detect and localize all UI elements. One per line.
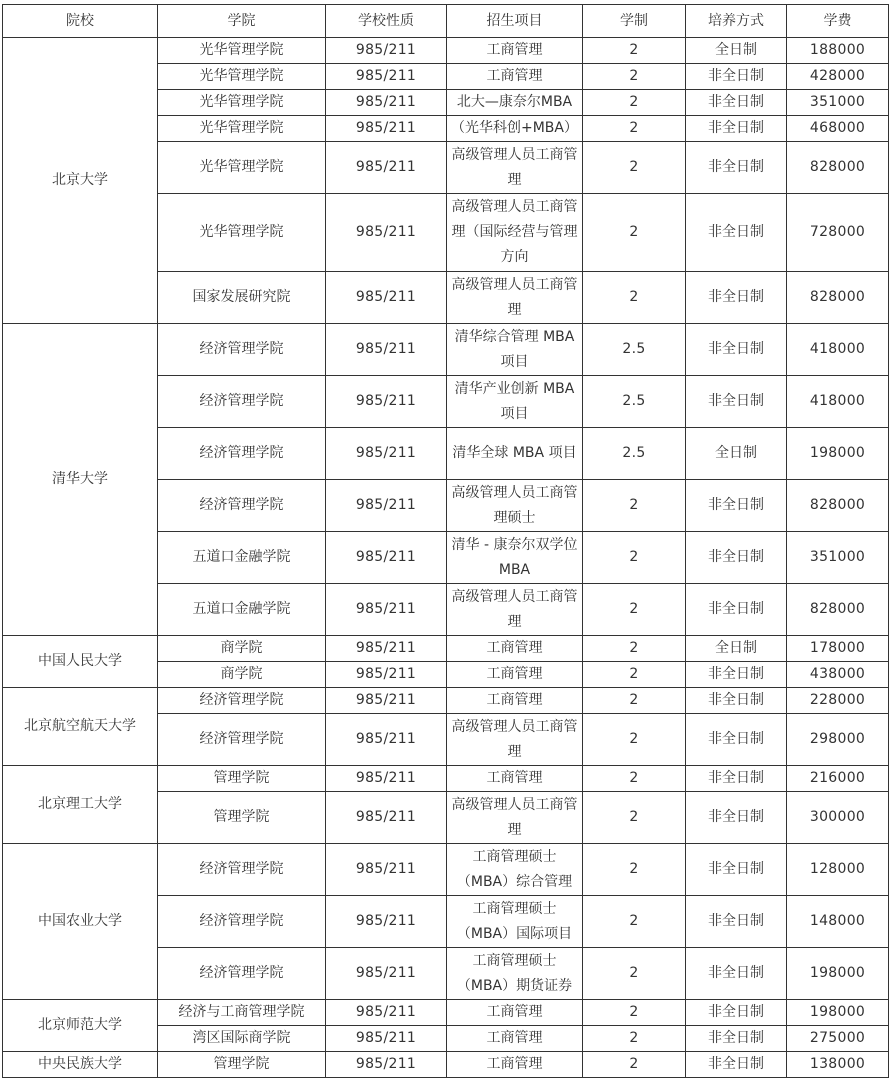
nature-cell: 985/211	[326, 844, 447, 896]
school-cell: 北京大学	[3, 38, 158, 324]
nature-cell: 985/211	[326, 480, 447, 532]
program-cell: 工商管理	[447, 766, 583, 792]
nature-cell: 985/211	[326, 584, 447, 636]
years-cell: 2.5	[583, 376, 686, 428]
program-cell: 工商管理	[447, 38, 583, 64]
school-cell: 北京航空航天大学	[3, 688, 158, 766]
program-cell: 高级管理人员工商管理	[447, 272, 583, 324]
years-cell: 2	[583, 194, 686, 272]
header-school: 院校	[3, 5, 158, 38]
mode-cell: 非全日制	[686, 1052, 787, 1078]
years-cell: 2	[583, 792, 686, 844]
fee-cell: 228000	[787, 688, 889, 714]
fee-cell: 275000	[787, 1026, 889, 1052]
years-cell: 2	[583, 662, 686, 688]
program-cell: 高级管理人员工商管理	[447, 142, 583, 194]
program-cell: 工商管理	[447, 688, 583, 714]
mode-cell: 非全日制	[686, 142, 787, 194]
years-cell: 2.5	[583, 428, 686, 480]
nature-cell: 985/211	[326, 324, 447, 376]
years-cell: 2	[583, 38, 686, 64]
program-cell: 工商管理	[447, 1026, 583, 1052]
school-cell: 中国农业大学	[3, 844, 158, 1000]
fee-cell: 198000	[787, 1000, 889, 1026]
years-cell: 2	[583, 90, 686, 116]
years-cell: 2	[583, 142, 686, 194]
college-cell: 经济管理学院	[158, 688, 326, 714]
college-cell: 商学院	[158, 636, 326, 662]
nature-cell: 985/211	[326, 116, 447, 142]
program-cell: 北大—康奈尔MBA	[447, 90, 583, 116]
nature-cell: 985/211	[326, 428, 447, 480]
years-cell: 2	[583, 480, 686, 532]
mode-cell: 非全日制	[686, 714, 787, 766]
college-cell: 管理学院	[158, 1052, 326, 1078]
fee-cell: 148000	[787, 896, 889, 948]
mode-cell: 非全日制	[686, 584, 787, 636]
program-cell: 清华综合管理 MBA 项目	[447, 324, 583, 376]
years-cell: 2	[583, 272, 686, 324]
college-cell: 光华管理学院	[158, 194, 326, 272]
mode-cell: 非全日制	[686, 90, 787, 116]
years-cell: 2	[583, 532, 686, 584]
program-cell: 工商管理	[447, 1052, 583, 1078]
college-cell: 经济管理学院	[158, 428, 326, 480]
fee-cell: 828000	[787, 272, 889, 324]
years-cell: 2	[583, 948, 686, 1000]
fee-cell: 178000	[787, 636, 889, 662]
nature-cell: 985/211	[326, 792, 447, 844]
program-cell: （光华科创+MBA）	[447, 116, 583, 142]
header-college: 学院	[158, 5, 326, 38]
fee-cell: 298000	[787, 714, 889, 766]
college-cell: 商学院	[158, 662, 326, 688]
college-cell: 光华管理学院	[158, 64, 326, 90]
years-cell: 2	[583, 688, 686, 714]
table-row	[3, 38, 889, 64]
fee-cell: 188000	[787, 38, 889, 64]
mode-cell: 非全日制	[686, 844, 787, 896]
fee-cell: 198000	[787, 428, 889, 480]
college-cell: 管理学院	[158, 766, 326, 792]
nature-cell: 985/211	[326, 636, 447, 662]
years-cell: 2	[583, 714, 686, 766]
nature-cell: 985/211	[326, 662, 447, 688]
nature-cell: 985/211	[326, 64, 447, 90]
fee-cell: 351000	[787, 90, 889, 116]
years-cell: 2	[583, 1000, 686, 1026]
school-cell: 北京师范大学	[3, 1000, 158, 1052]
nature-cell: 985/211	[326, 1026, 447, 1052]
fee-cell: 468000	[787, 116, 889, 142]
mode-cell: 非全日制	[686, 64, 787, 90]
years-cell: 2	[583, 1052, 686, 1078]
school-cell: 中国人民大学	[3, 636, 158, 688]
fee-cell: 828000	[787, 480, 889, 532]
program-cell: 清华产业创新 MBA 项目	[447, 376, 583, 428]
mode-cell: 非全日制	[686, 376, 787, 428]
mode-cell: 非全日制	[686, 480, 787, 532]
years-cell: 2	[583, 64, 686, 90]
program-cell: 工商管理	[447, 64, 583, 90]
header-years: 学制	[583, 5, 686, 38]
school-cell: 清华大学	[3, 324, 158, 636]
fee-cell: 300000	[787, 792, 889, 844]
fee-cell: 216000	[787, 766, 889, 792]
nature-cell: 985/211	[326, 142, 447, 194]
college-cell: 经济与工商管理学院	[158, 1000, 326, 1026]
header-fee: 学费	[787, 5, 889, 38]
fee-cell: 828000	[787, 142, 889, 194]
years-cell: 2	[583, 116, 686, 142]
program-cell: 工商管理硕士（MBA）国际项目	[447, 896, 583, 948]
college-cell: 光华管理学院	[158, 142, 326, 194]
nature-cell: 985/211	[326, 1052, 447, 1078]
fee-cell: 428000	[787, 64, 889, 90]
table-row	[3, 324, 889, 376]
header-program: 招生项目	[447, 5, 583, 38]
fee-cell: 828000	[787, 584, 889, 636]
tuition-table	[2, 4, 889, 1078]
nature-cell: 985/211	[326, 948, 447, 1000]
program-cell: 清华全球 MBA 项目	[447, 428, 583, 480]
program-cell: 工商管理	[447, 636, 583, 662]
years-cell: 2	[583, 1026, 686, 1052]
college-cell: 光华管理学院	[158, 116, 326, 142]
fee-cell: 728000	[787, 194, 889, 272]
fee-cell: 138000	[787, 1052, 889, 1078]
program-cell: 高级管理人员工商管理硕士	[447, 480, 583, 532]
mode-cell: 非全日制	[686, 688, 787, 714]
years-cell: 2	[583, 636, 686, 662]
nature-cell: 985/211	[326, 272, 447, 324]
mode-cell: 非全日制	[686, 896, 787, 948]
nature-cell: 985/211	[326, 1000, 447, 1026]
college-cell: 经济管理学院	[158, 844, 326, 896]
fee-cell: 198000	[787, 948, 889, 1000]
mode-cell: 非全日制	[686, 324, 787, 376]
table-row	[3, 1052, 889, 1078]
school-cell: 中央民族大学	[3, 1052, 158, 1078]
mode-cell: 非全日制	[686, 792, 787, 844]
program-cell: 高级管理人员工商管理	[447, 792, 583, 844]
school-cell: 北京理工大学	[3, 766, 158, 844]
college-cell: 管理学院	[158, 792, 326, 844]
table-row	[3, 688, 889, 714]
college-cell: 五道口金融学院	[158, 584, 326, 636]
years-cell: 2	[583, 584, 686, 636]
college-cell: 五道口金融学院	[158, 532, 326, 584]
mode-cell: 全日制	[686, 428, 787, 480]
program-cell: 高级管理人员工商管理（国际经营与管理方向	[447, 194, 583, 272]
nature-cell: 985/211	[326, 714, 447, 766]
college-cell: 经济管理学院	[158, 896, 326, 948]
mode-cell: 非全日制	[686, 272, 787, 324]
college-cell: 经济管理学院	[158, 376, 326, 428]
table-row	[3, 636, 889, 662]
years-cell: 2	[583, 844, 686, 896]
header-nature: 学校性质	[326, 5, 447, 38]
nature-cell: 985/211	[326, 688, 447, 714]
table-row	[3, 1000, 889, 1026]
nature-cell: 985/211	[326, 38, 447, 64]
mode-cell: 非全日制	[686, 948, 787, 1000]
nature-cell: 985/211	[326, 532, 447, 584]
program-cell: 清华 - 康奈尔双学位 MBA	[447, 532, 583, 584]
table-row	[3, 766, 889, 792]
college-cell: 光华管理学院	[158, 38, 326, 64]
fee-cell: 418000	[787, 376, 889, 428]
college-cell: 经济管理学院	[158, 714, 326, 766]
mode-cell: 非全日制	[686, 1000, 787, 1026]
fee-cell: 438000	[787, 662, 889, 688]
program-cell: 高级管理人员工商管理	[447, 584, 583, 636]
years-cell: 2.5	[583, 324, 686, 376]
college-cell: 经济管理学院	[158, 324, 326, 376]
mode-cell: 全日制	[686, 38, 787, 64]
program-cell: 工商管理	[447, 662, 583, 688]
nature-cell: 985/211	[326, 766, 447, 792]
college-cell: 光华管理学院	[158, 90, 326, 116]
college-cell: 经济管理学院	[158, 480, 326, 532]
college-cell: 国家发展研究院	[158, 272, 326, 324]
years-cell: 2	[583, 896, 686, 948]
college-cell: 湾区国际商学院	[158, 1026, 326, 1052]
nature-cell: 985/211	[326, 376, 447, 428]
program-cell: 高级管理人员工商管理	[447, 714, 583, 766]
table-body	[3, 38, 889, 1078]
program-cell: 工商管理	[447, 1000, 583, 1026]
program-cell: 工商管理硕士（MBA）期货证券	[447, 948, 583, 1000]
fee-cell: 128000	[787, 844, 889, 896]
mode-cell: 非全日制	[686, 532, 787, 584]
mode-cell: 全日制	[686, 636, 787, 662]
nature-cell: 985/211	[326, 896, 447, 948]
header-mode: 培养方式	[686, 5, 787, 38]
college-cell: 经济管理学院	[158, 948, 326, 1000]
header-row	[3, 5, 889, 38]
mode-cell: 非全日制	[686, 662, 787, 688]
table-row	[3, 844, 889, 896]
nature-cell: 985/211	[326, 194, 447, 272]
mode-cell: 非全日制	[686, 194, 787, 272]
fee-cell: 418000	[787, 324, 889, 376]
mode-cell: 非全日制	[686, 116, 787, 142]
mode-cell: 非全日制	[686, 1026, 787, 1052]
nature-cell: 985/211	[326, 90, 447, 116]
mode-cell: 非全日制	[686, 766, 787, 792]
fee-cell: 351000	[787, 532, 889, 584]
years-cell: 2	[583, 766, 686, 792]
program-cell: 工商管理硕士（MBA）综合管理	[447, 844, 583, 896]
